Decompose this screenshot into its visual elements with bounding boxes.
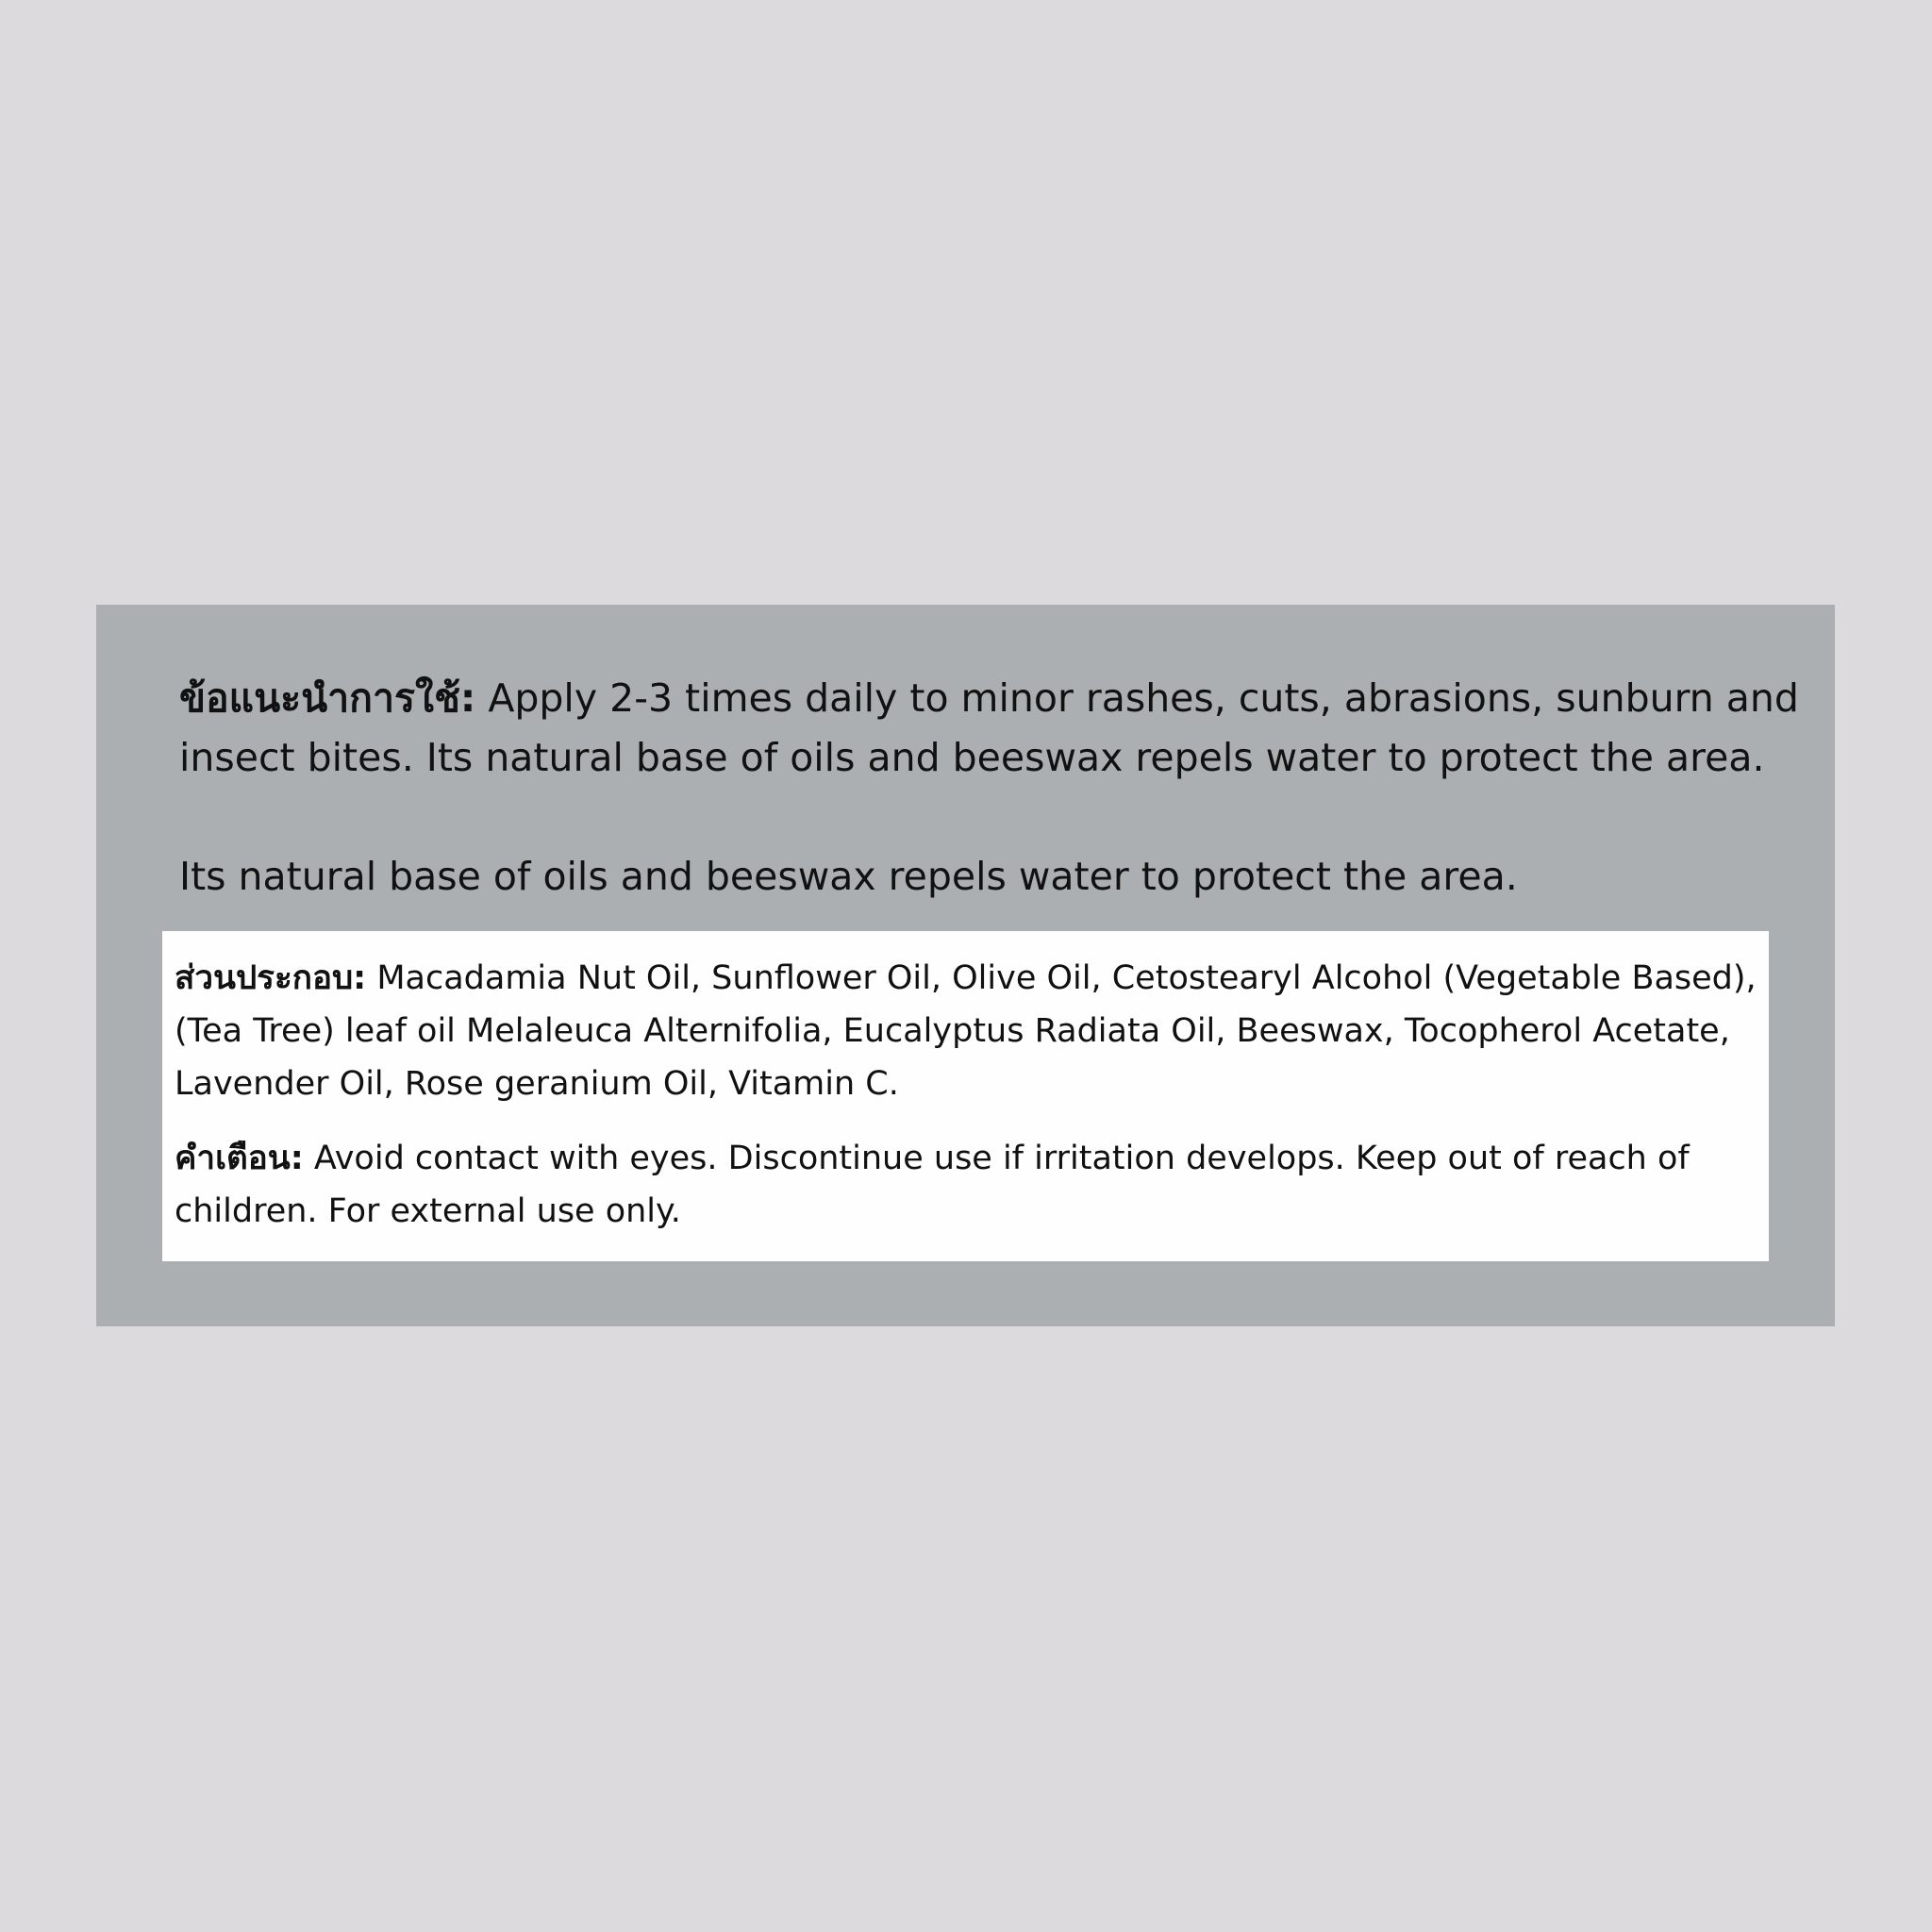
directions-label: ข้อแนะนำการใช้:	[179, 675, 476, 721]
ingredients-label: ส่วนประกอบ:	[175, 959, 367, 997]
directions-section	[179, 669, 1802, 907]
directions-repeat-text: Its natural base of oils and beeswax repels water to protect the area.	[179, 854, 1518, 899]
product-info-panel	[96, 605, 1835, 1326]
directions-text: Apply 2-3 times daily to minor rashes, cuts, abrasions, sunburn and insect bites. Its natural base of oils and beeswax repels water to protect the area.	[179, 675, 1799, 780]
directions-paragraph	[179, 669, 1802, 788]
ingredients-warning-box	[162, 931, 1769, 1261]
ingredients-paragraph	[175, 952, 1759, 1110]
warning-label: คำเตือน:	[175, 1140, 304, 1177]
warning-paragraph	[175, 1132, 1759, 1238]
ingredients-text: Macadamia Nut Oil, Sunflower Oil, Olive Oil, Cetostearyl Alcohol (Vegetable Based), (Tea Tree) leaf oil Melaleuca Alternifolia, Eucalyptus Radiata Oil, Beeswax, Tocopherol Acetate, Lavender Oil, Rose geranium Oil, Vitamin C.	[175, 959, 1757, 1103]
warning-text: Avoid contact with eyes. Discontinue use if irritation develops. Keep out of reach of children. For external use only.	[175, 1140, 1690, 1230]
